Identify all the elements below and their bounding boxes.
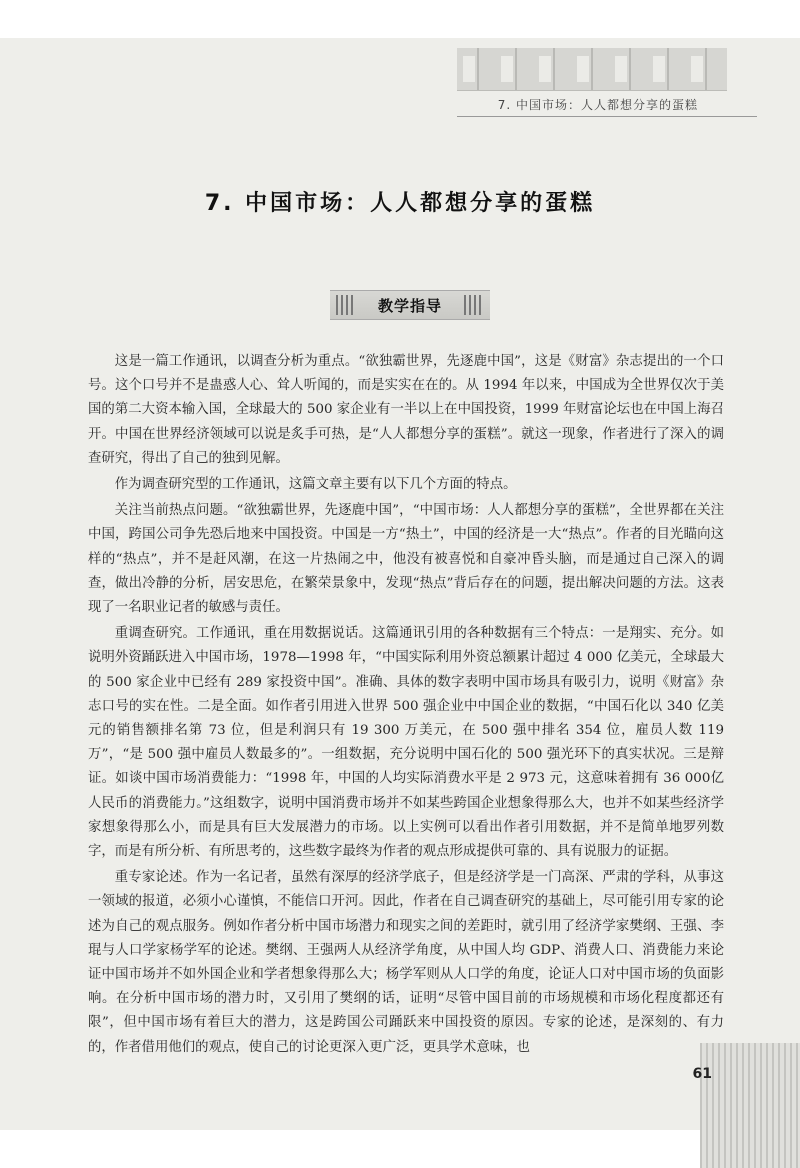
paragraph-overview: 作为调查研究型的工作通讯，这篇文章主要有以下几个方面的特点。 (114, 477, 517, 493)
banner-decoration-right (464, 295, 484, 315)
book-page (0, 38, 800, 1130)
paragraph-research: 重调查研究。工作通讯，重在用数据说话。这篇通讯引用的各种数据有三个特点：一是翔实、充分。如说明外资踊跃进入中国市场，1978—1998 年，“中国实际利用外资总额累计超过 4 000 亿美元，全球最大的 500 家企业中已经有 289 家投资中国”。准确、具体的数字表明中国市场具有吸引力，说明《财富》杂志口号的实在性。二是全面。如作者引用进入世界 500 强企业中中国企业的数据，“中国石化以 340 亿美元的销售额排名第 73 位，但是利润只有 19 300 万美元，在 500 强中排名 354 位，雇员人数 119 万”，“是 500 强中雇员人数最多的”。一组数据，充分说明中国石化的 500 强光环下的真实状况。三是辩证。如谈中国市场消费能力：“1998 年，中国的人均实际消费水平是 2 973 元，这意味着拥有 36 000亿人民币的消费能力。”这组数字，说明中国消费市场并不如某些跨国企业想象得那么大，也并不如某些经济学家想象得那么小，而是具有巨大发展潜力的市场。以上实例可以看出作者引用数据，并不是简单地罗列数字，而是有所分析、有所思考的，这些数字最终为作者的观点形成提供可靠的、具有说服力的证据。 (88, 626, 724, 860)
paragraph-experts: 重专家论述。作为一名记者，虽然有深厚的经济学底子，但是经济学是一门高深、严肃的学科，从事这一领域的报道，必须小心谨慎，不能信口开河。因此，作者在自己调查研究的基础上，尽可能引用专家的论述为自己的观点服务。例如作者分析中国市场潜力和现实之间的差距时，就引用了经济学家樊纲、王强、李琨与人口学家杨学军的论述。樊纲、王强两人从经济学角度，从中国人均 GDP、消费人口、消费能力来论证中国市场并不如外国企业和学者想象得那么大；杨学军则从人口学的角度，论证人口对中国市场的负面影响。在分析中国市场的潜力时，又引用了樊纲的话，证明“尽管中国目前的市场规模和市场化程度都还有限”，但中国市场有着巨大的潜力，这是跨国公司踊跃来中国投资的原因。专家的论述，是深刻的、有力的，作者借用他们的观点，使自己的讨论更深入更广泛，更具学术意味，也 (88, 870, 724, 1055)
chapter-title: 7. 中国市场：人人都想分享的蛋糕 (204, 191, 596, 216)
header-decoration (457, 48, 727, 91)
section-heading: 教学指导 (377, 297, 442, 315)
paragraph-hot-topics: 关注当前热点问题。“欲独霸世界，先逐鹿中国”，“中国市场：人人都想分享的蛋糕”，全世界都在关注中国，跨国公司争先恐后地来中国投资。中国是一方“热土”，中国的经济是一大“热点”。作者的目光瞄向这样的“热点”，并不是赶风潮，在这一片热闹之中，他没有被喜悦和自豪冲昏头脑，而是通过自己深入的调查，做出冷静的分析，居安思危，在繁荣景象中，发现“热点”背后存在的问题，提出解决问题的方法。这表现了一名职业记者的敏感与责任。 (88, 503, 724, 616)
running-header: 7. 中国市场：人人都想分享的蛋糕 (497, 98, 698, 112)
body-text (88, 350, 724, 1062)
thumb-tab-decoration (700, 1043, 800, 1168)
section-banner (330, 290, 490, 320)
page-number: 61 (692, 1066, 712, 1082)
paragraph-intro: 这是一篇工作通讯，以调查分析为重点。“欲独霸世界，先逐鹿中国”，这是《财富》杂志提出的一个口号。这个口号并不是蛊惑人心、耸人听闻的，而是实实在在的。从 1994 年以来，中国成为全世界仅次于美国的第二大资本输入国，全球最大的 500 家企业有一半以上在中国投资，1999 年财富论坛也在中国上海召开。中国在世界经济领域可以说是炙手可热，是“人人都想分享的蛋糕”。就这一现象，作者进行了深入的调查研究，得出了自己的独到见解。 (88, 354, 724, 466)
header-rule (457, 116, 757, 117)
